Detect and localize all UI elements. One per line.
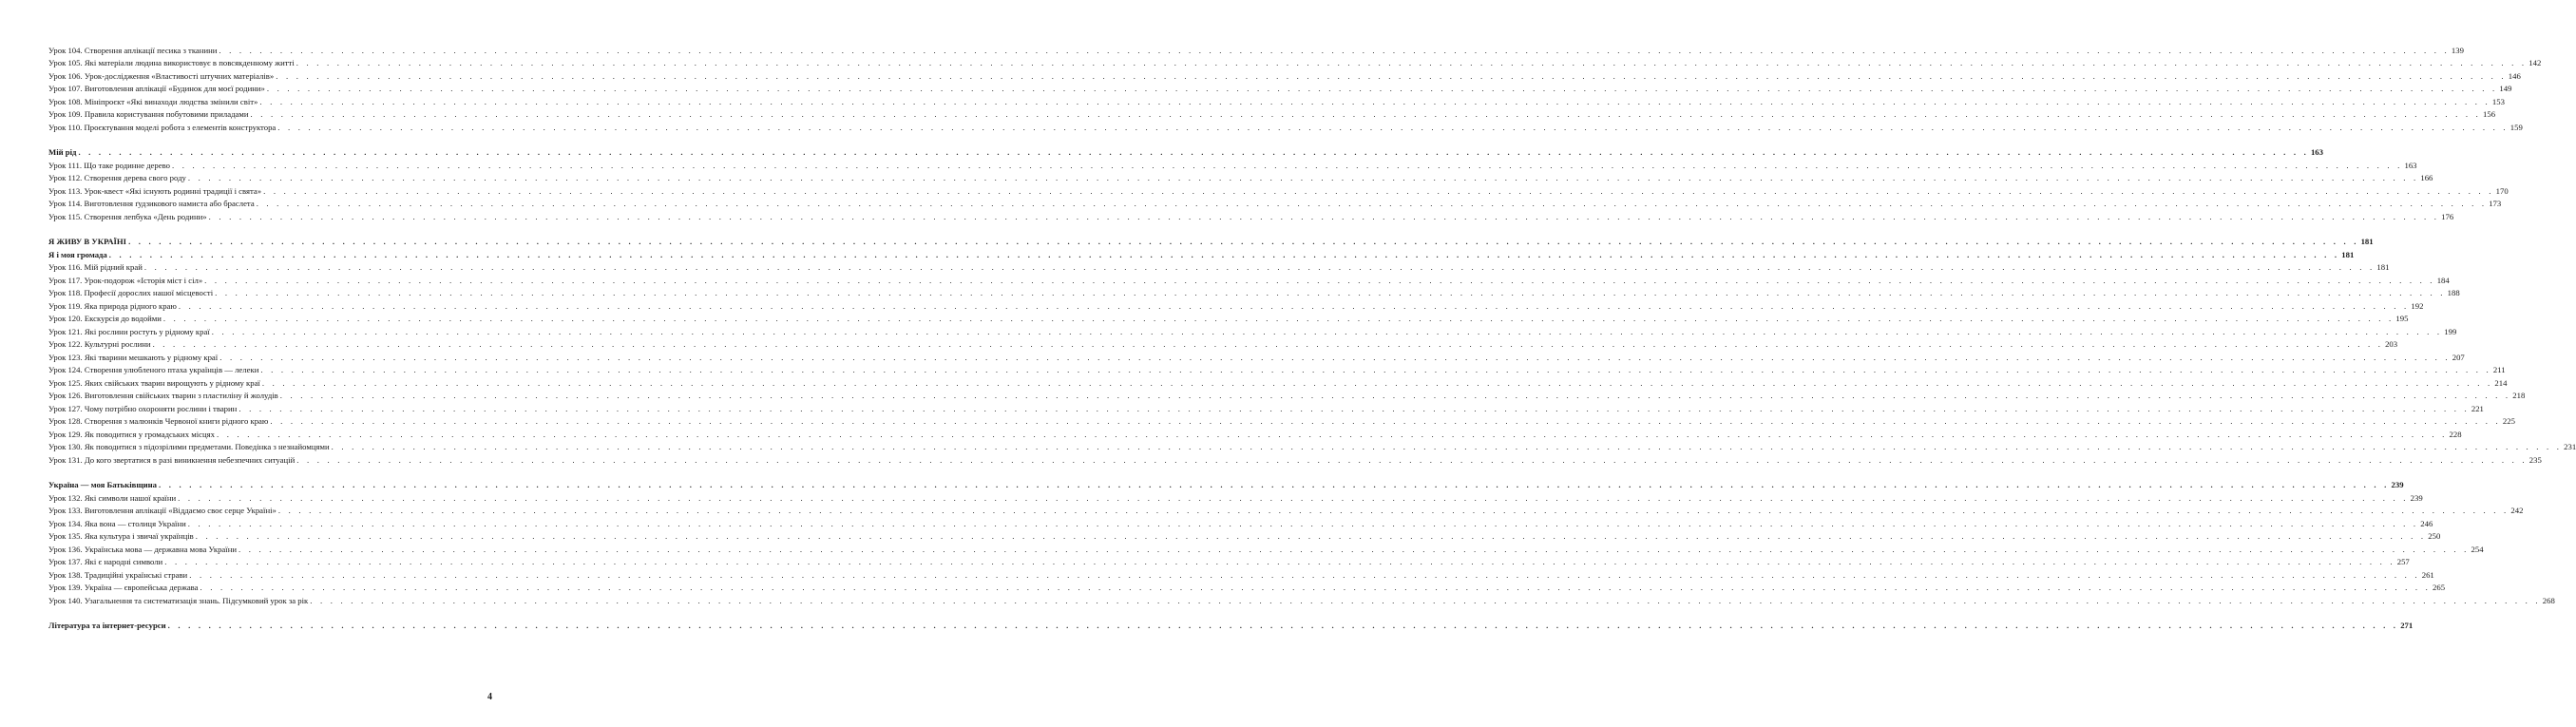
- toc-entry-page: 214: [2494, 377, 2508, 388]
- toc-entry-page: 242: [2510, 506, 2524, 515]
- toc-leader-dots: [188, 518, 2419, 531]
- toc-entry: [48, 582, 2446, 595]
- toc-leader-dots: [217, 429, 2448, 442]
- toc-entry: [48, 326, 2457, 339]
- toc-leader-dots: [219, 352, 2451, 365]
- toc-entry-title: Урок 106. Урок-дослідження «Властивості штучних матеріалів»: [48, 70, 275, 81]
- toc-entry-title: Урок 105. Які матеріали людина використовує в повсякденному житті: [48, 58, 295, 67]
- toc-section-heading: [48, 620, 2414, 633]
- toc-entry-page: 146: [2508, 70, 2521, 81]
- toc-section-heading: [48, 249, 2355, 262]
- toc-entry-page: 181: [2341, 249, 2355, 259]
- toc-entry-page: 218: [2512, 391, 2526, 400]
- page-number: 4: [487, 692, 492, 702]
- toc-entry-page: 181: [2360, 237, 2374, 246]
- toc-entry-page: 228: [2449, 429, 2462, 439]
- toc-entry-title: Урок 124. Створення улюбленого птаха українців — лелеки: [48, 365, 259, 374]
- toc-entry: [48, 108, 2496, 122]
- toc-leader-dots: [278, 505, 2509, 518]
- toc-leader-dots: [144, 261, 2376, 275]
- toc-entry-title: Урок 116. Мій рідний край: [48, 262, 143, 272]
- toc-leader-dots: [270, 415, 2501, 429]
- toc-leader-dots: [196, 530, 2427, 544]
- toc-entry-title: Урок 110. Проєктування моделі робота з елементів конструктора: [48, 122, 277, 132]
- toc-entry: [48, 261, 2390, 275]
- toc-entry-title: Урок 121. Які рослини ростуть у рідному краї: [48, 326, 210, 336]
- toc-entry-title: Урок 132. Які символи нашої країни: [48, 492, 177, 503]
- toc-entry-title: Урок 118. Професії дорослих нашої місцевості: [48, 288, 214, 297]
- toc-leader-dots: [263, 185, 2494, 199]
- toc-entry: [48, 275, 2450, 288]
- toc-entry-page: 170: [2495, 185, 2509, 196]
- toc-leader-dots: [128, 236, 2359, 249]
- toc-entry: [48, 441, 2576, 454]
- toc-leader-dots: [310, 595, 2541, 608]
- toc-entry-page: 268: [2542, 595, 2555, 605]
- toc-entry: [48, 96, 2505, 109]
- toc-entry: [48, 364, 2506, 377]
- toc-entry-page: 271: [2400, 621, 2414, 630]
- toc-leader-dots: [280, 390, 2511, 403]
- toc-entry-title: Урок 114. Виготовлення ґудзикового намиста або браслета: [48, 199, 255, 208]
- toc-entry-title: Урок 111. Що таке родинне дерево: [48, 160, 170, 170]
- toc-entry: [48, 352, 2465, 365]
- toc-entry-page: 156: [2483, 109, 2496, 119]
- toc-leader-dots: [78, 146, 2309, 160]
- toc-entry-page: 221: [2471, 403, 2484, 413]
- toc-leader-dots: [164, 556, 2395, 569]
- toc-entry-page: 203: [2385, 339, 2398, 349]
- toc-leader-dots: [188, 172, 2419, 185]
- toc-entry-page: 173: [2489, 199, 2502, 208]
- toc-entry-title: Урок 129. Як поводитися у громадських місцях: [48, 429, 215, 439]
- toc-leader-dots: [259, 96, 2490, 109]
- toc-leader-dots: [296, 454, 2528, 468]
- toc-leader-dots: [172, 160, 2403, 173]
- toc-entry: [48, 492, 2423, 506]
- toc-entry: [48, 45, 2464, 58]
- toc-entry-title: Урок 109. Правила користування побутовими приладами: [48, 109, 249, 119]
- toc-entry-page: 184: [2436, 275, 2450, 285]
- toc-entry-page: 239: [2391, 480, 2404, 489]
- toc-entry-title: Я ЖИВУ В УКРАЇНІ: [48, 237, 127, 246]
- toc-leader-dots: [168, 620, 2399, 633]
- toc-entry-title: Україна — моя Батьківщина: [48, 480, 158, 489]
- toc-leader-dots: [239, 544, 2470, 557]
- toc-leader-dots: [163, 313, 2395, 326]
- toc-leader-dots: [332, 441, 2563, 454]
- toc-entry: [48, 172, 2433, 185]
- toc-entry-page: 139: [2451, 45, 2464, 55]
- toc-entry-page: 246: [2420, 518, 2433, 528]
- toc-entry: [48, 454, 2542, 468]
- toc-entry-title: Урок 130. Як поводитися з підозрілими предметами. Поведінка з незнайомцями: [48, 442, 330, 451]
- toc-entry-title: Урок 119. Яка природа рідного краю: [48, 300, 177, 311]
- toc-entry-page: 231: [2564, 442, 2576, 451]
- toc-entry: [48, 160, 2417, 173]
- toc-entry-page: 153: [2491, 96, 2505, 106]
- toc-leader-dots: [109, 249, 2340, 262]
- toc-section-heading: [48, 479, 2404, 492]
- toc-entry: [48, 83, 2512, 96]
- toc-entry-page: 239: [2410, 492, 2423, 503]
- toc-entry-page: 163: [2310, 147, 2323, 157]
- toc-entry: [48, 429, 2462, 442]
- toc-entry-page: 166: [2420, 173, 2433, 182]
- toc-entry-title: Урок 134. Яка вона — столиця України: [48, 518, 186, 528]
- toc-entry-page: 163: [2404, 160, 2417, 170]
- table-of-contents: [48, 45, 2576, 633]
- toc-entry-title: Урок 125. Яких свійських тварин вирощують у рідному краї: [48, 377, 260, 388]
- toc-entry-title: Урок 127. Чому потрібно охороняти рослини і тварин: [48, 403, 238, 413]
- toc-entry-page: 142: [2528, 58, 2542, 67]
- toc-entry-title: Я і моя громада: [48, 249, 107, 259]
- toc-leader-dots: [189, 569, 2420, 583]
- toc-entry: [48, 122, 2523, 135]
- toc-entry: [48, 544, 2484, 557]
- toc-entry-title: Урок 126. Виготовлення свійських тварин з пластиліну й жолудів: [48, 391, 278, 400]
- toc-entry-title: Урок 108. Мініпроєкт «Які винаходи людства змінили світ»: [48, 96, 258, 106]
- toc-entry-page: 176: [2441, 211, 2454, 221]
- toc-entry-page: 265: [2433, 583, 2446, 592]
- toc-entry-title: Урок 122. Культурні рослини: [48, 339, 151, 349]
- toc-entry-title: Урок 112. Створення дерева свого роду: [48, 173, 186, 182]
- toc-entry-title: Урок 136. Українська мова — державна мова України: [48, 544, 237, 554]
- toc-entry-title: Урок 120. Екскурсія до водойми: [48, 314, 162, 323]
- toc-entry-title: Урок 139. Україна — європейська держава: [48, 583, 199, 592]
- toc-section-heading: [48, 236, 2374, 249]
- toc-entry-title: Урок 128. Створення з малюнків Червоної книги рідного краю: [48, 416, 269, 426]
- toc-entry: [48, 595, 2555, 608]
- toc-leader-dots: [257, 198, 2488, 211]
- toc-entry-page: 159: [2509, 122, 2523, 132]
- toc-leader-dots: [267, 83, 2498, 96]
- toc-entry: [48, 198, 2502, 211]
- toc-entry-page: 235: [2528, 454, 2542, 465]
- toc-entry: [48, 57, 2542, 70]
- toc-entry: [48, 338, 2398, 352]
- toc-entry-page: 188: [2447, 288, 2460, 297]
- toc-entry-page: 254: [2471, 544, 2484, 554]
- toc-leader-dots: [239, 403, 2470, 416]
- toc-entry-title: Урок 140. Узагальнення та систематизація знань. Підсумковий урок за рік: [48, 595, 309, 605]
- toc-entry-title: Урок 138. Традиційні українські страви: [48, 569, 188, 580]
- toc-entry: [48, 415, 2515, 429]
- toc-leader-dots: [296, 57, 2528, 70]
- toc-entry: [48, 518, 2433, 531]
- toc-entry-title: Урок 137. Які є народні символи: [48, 557, 163, 566]
- toc-entry-title: Урок 133. Виготовлення аплікації «Віддаємо своє серце Україні»: [48, 506, 277, 515]
- toc-entry-title: Урок 104. Створення аплікації песика з тканини: [48, 45, 218, 55]
- toc-entry-page: 207: [2452, 352, 2465, 362]
- toc-entry-page: 257: [2396, 557, 2410, 566]
- toc-entry: [48, 505, 2524, 518]
- toc-leader-dots: [153, 338, 2384, 352]
- toc-entry-page: 149: [2499, 84, 2512, 93]
- toc-entry-page: 181: [2376, 262, 2390, 272]
- toc-leader-dots: [178, 492, 2409, 506]
- toc-entry: [48, 313, 2409, 326]
- toc-leader-dots: [212, 326, 2443, 339]
- toc-entry-page: 195: [2395, 314, 2409, 323]
- toc-entry-page: 250: [2428, 531, 2441, 541]
- toc-entry: [48, 556, 2410, 569]
- toc-leader-dots: [209, 211, 2440, 224]
- toc-leader-dots: [200, 582, 2432, 595]
- toc-entry-page: 199: [2444, 326, 2457, 336]
- toc-entry-page: 225: [2502, 416, 2515, 426]
- toc-entry: [48, 300, 2424, 314]
- toc-entry-title: Урок 135. Яка культура і звичаї українців: [48, 531, 194, 541]
- toc-entry-title: Урок 107. Виготовлення аплікації «Будинок для моєї родини»: [48, 84, 265, 93]
- toc-entry: [48, 70, 2521, 84]
- toc-entry: [48, 390, 2526, 403]
- toc-entry: [48, 403, 2484, 416]
- toc-entry-page: 261: [2421, 569, 2434, 580]
- toc-leader-dots: [276, 70, 2507, 84]
- toc-section-heading: [48, 146, 2323, 160]
- toc-entry-title: Література та інтернет-ресурси: [48, 621, 166, 630]
- toc-entry: [48, 377, 2508, 391]
- toc-entry: [48, 287, 2460, 300]
- toc-entry-title: Урок 117. Урок-подорож «Історія міст і сіл»: [48, 275, 203, 285]
- toc-entry-title: Урок 123. Які тварини мешкають у рідному краї: [48, 352, 219, 362]
- toc-leader-dots: [262, 377, 2493, 391]
- toc-leader-dots: [215, 287, 2446, 300]
- toc-leader-dots: [159, 479, 2390, 492]
- toc-entry: [48, 185, 2509, 199]
- toc-entry-page: 192: [2411, 300, 2424, 311]
- toc-leader-dots: [219, 45, 2450, 58]
- toc-leader-dots: [277, 122, 2509, 135]
- toc-leader-dots: [251, 108, 2482, 122]
- toc-entry-title: Урок 113. Урок-квест «Які існують родинні традиції і свята»: [48, 185, 262, 196]
- toc-entry: [48, 569, 2434, 583]
- toc-leader-dots: [260, 364, 2491, 377]
- toc-entry: [48, 211, 2454, 224]
- toc-entry-page: 211: [2492, 365, 2506, 374]
- toc-entry-title: Урок 115. Створення лепбука «День родини»: [48, 211, 207, 221]
- toc-leader-dots: [204, 275, 2435, 288]
- toc-leader-dots: [179, 300, 2410, 314]
- toc-entry: [48, 530, 2441, 544]
- toc-entry-title: Мій рід: [48, 147, 77, 157]
- toc-entry-title: Урок 131. До кого звертатися в разі виникнення небезпечних ситуацій: [48, 454, 296, 465]
